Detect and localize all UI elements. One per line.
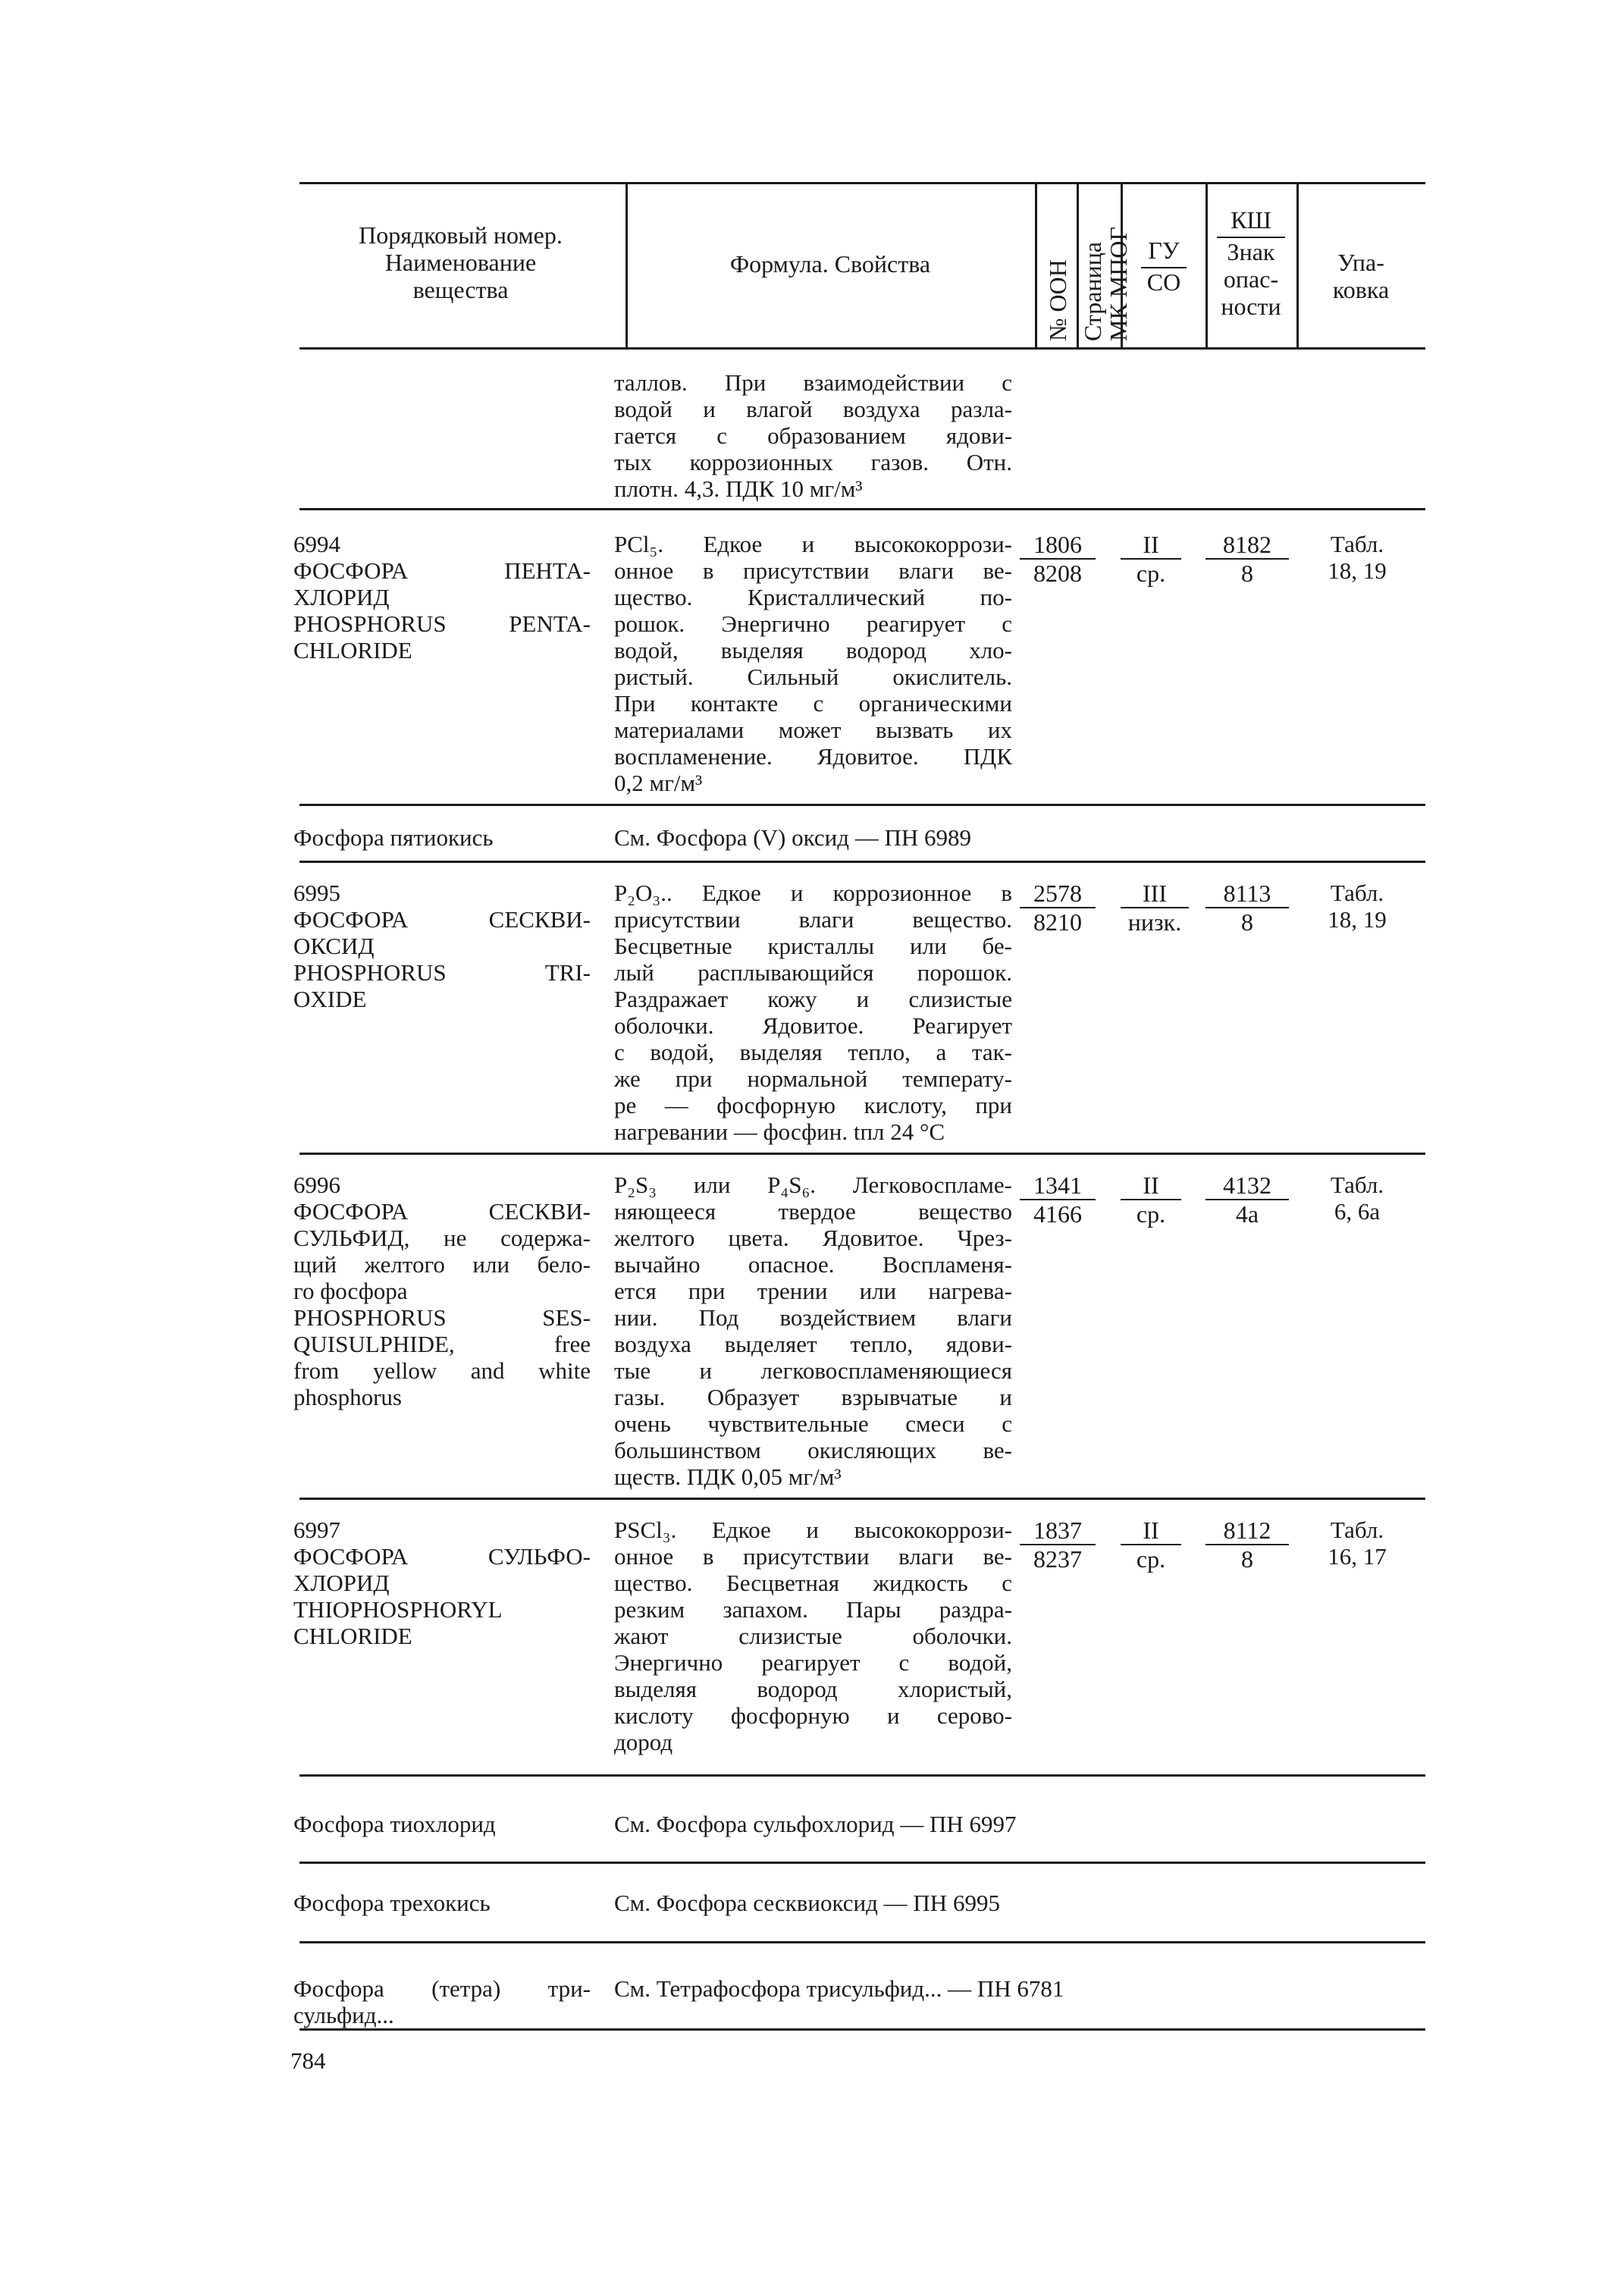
row-rule <box>299 1941 1425 1943</box>
entry-6997-name: 6997 ФОСФОРА СУЛЬФО- ХЛОРИД THIOPHOSPHORYL CHLORIDE <box>293 1517 591 1649</box>
entry-6994-gu-so: II ср. <box>1121 531 1181 587</box>
row-rule <box>299 861 1425 863</box>
entry-6994-pack: Табл. 18, 19 <box>1328 531 1387 584</box>
entry-6997-un-page: 1837 8237 <box>1020 1517 1096 1573</box>
row-rule <box>299 804 1425 806</box>
entry-6995-formula: P₂O₃.. Едкое и коррозионное в присутствии влаги вещество. Бесцветные кристаллы или бе- лый расплывающийся порошок. Раздражает кожу и слизистые оболочки. Ядовитое. Реагирует с водой, выделяя тепло, а так- же при нормальной температу- ре — фосфорную кислоту, при нагревании — фосфин. tпл 24 °C <box>614 880 1012 1145</box>
row-rule <box>299 1153 1425 1155</box>
entry-6996-formula: P₂S₃ или P₄S₆. Легковоспламе- няющееся твердое вещество желтого цвета. Ядовитое. Чрез- вычайно опасное. Воспламеня- ется при трении или нагрева- нии. Под воздействием влаги воздуха выделяет тепло, ядови- тые и легковоспламеняющиеся газы. Образует взрывчатые и очень чувствительные смеси с большинством окисляющих ве- ществ. ПДК 0,05 мг/м³ <box>614 1172 1012 1490</box>
entry-6995-un-page: 2578 8210 <box>1020 880 1096 936</box>
row-rule <box>299 508 1425 510</box>
ref-name: Фосфора пятиокись <box>293 824 494 851</box>
entry-6994-formula: PCl₅. Едкое и высококоррози- онное в присутствии влаги ве- щество. Кристаллический по- рошок. Энергично реагирует с водой, выделяя водород хло- ристый. Сильный окислитель. При контакте с органическими материалами может вызвать их воспламенение. Ядовитое. ПДК 0,2 мг/м³ <box>614 531 1012 796</box>
entry-6994-un-page: 1806 8208 <box>1020 531 1096 587</box>
header-gu: ГУ СО <box>1126 237 1202 296</box>
header-ksh: КШ Знак опас- ности <box>1209 206 1293 320</box>
header-formula: Формула. Свойства <box>729 250 931 278</box>
ref-name: Фосфора (тетра) три- сульфид... <box>293 1975 591 2028</box>
entry-6997-formula: PSCl₃. Едкое и высококоррози- онное в присутствии влаги ве- щество. Бесцветная жидкость с резким запахом. Пары раздра- жают слизистые оболочки. Энергично реагирует с водой, выделяя водород хлористый, кислоту фосфорную и серово- дород <box>614 1517 1012 1755</box>
header-imdg-page: Страница МК МПОГ <box>1079 227 1132 341</box>
entry-6995-ksh-sign: 8113 8 <box>1205 880 1289 936</box>
table-top-rule <box>299 182 1425 184</box>
entry-6996-ksh-sign: 4132 4а <box>1205 1172 1289 1228</box>
header-divider <box>1205 184 1208 347</box>
entry-6997-pack: Табл. 16, 17 <box>1328 1517 1387 1570</box>
table-bottom-rule <box>299 2028 1425 2031</box>
entry-6996-pack: Табл. 6, 6а <box>1330 1172 1384 1225</box>
continuation-text: таллов. При взаимодействии с водой и влагой воздуха разла- гается с образованием ядови- тых коррозионных газов. Отн. плотн. 4,3. ПДК 10 мг/м³ <box>614 369 1012 502</box>
page-number: 784 <box>290 2047 326 2074</box>
entry-6994-ksh-sign: 8182 8 <box>1205 531 1289 587</box>
entry-6996-name: 6996 ФОСФОРА СЕСКВИ- СУЛЬФИД, не содержа- щий желтого или бело- го фосфора PHOSPHORUS SES- QUISULPHIDE, free from yellow and white phosphorus <box>293 1172 591 1410</box>
ref-see: См. Фосфора сесквиоксид — ПН 6995 <box>614 1890 1000 1916</box>
row-rule <box>299 1774 1425 1777</box>
entry-6994-name: 6994 ФОСФОРА ПЕНТА- ХЛОРИД PHOSPHORUS PENTA- CHLORIDE <box>293 531 591 663</box>
ref-see: См. Тетрафосфора трисульфид... — ПН 6781 <box>614 1975 1064 2002</box>
entry-6995-pack: Табл. 18, 19 <box>1328 880 1387 933</box>
ref-see: См. Фосфора сульфохлорид — ПН 6997 <box>614 1811 1017 1837</box>
row-rule <box>299 1498 1425 1500</box>
entry-6995-name: 6995 ФОСФОРА СЕСКВИ- ОКСИД PHOSPHORUS TRI- OXIDE <box>293 880 591 1012</box>
ref-name: Фосфора трехокись <box>293 1890 491 1916</box>
header-divider <box>1296 184 1299 347</box>
header-pack: Упа- ковка <box>1332 249 1390 303</box>
row-rule <box>299 1862 1425 1864</box>
header-un: № ООН <box>1044 259 1071 341</box>
header-name: Порядковый номер. Наименование вещества <box>359 221 563 303</box>
ref-name: Фосфора тиохлорид <box>293 1811 496 1837</box>
entry-6997-gu-so: II ср. <box>1121 1517 1181 1573</box>
ref-see: См. Фосфора (V) оксид — ПН 6989 <box>614 824 972 851</box>
header-divider <box>1035 184 1037 347</box>
header-bottom-rule <box>299 347 1425 350</box>
header-divider <box>625 184 628 347</box>
entry-6997-ksh-sign: 8112 8 <box>1205 1517 1289 1573</box>
entry-6996-un-page: 1341 4166 <box>1020 1172 1096 1228</box>
entry-6995-gu-so: III низк. <box>1121 880 1189 936</box>
entry-6996-gu-so: II ср. <box>1121 1172 1181 1228</box>
